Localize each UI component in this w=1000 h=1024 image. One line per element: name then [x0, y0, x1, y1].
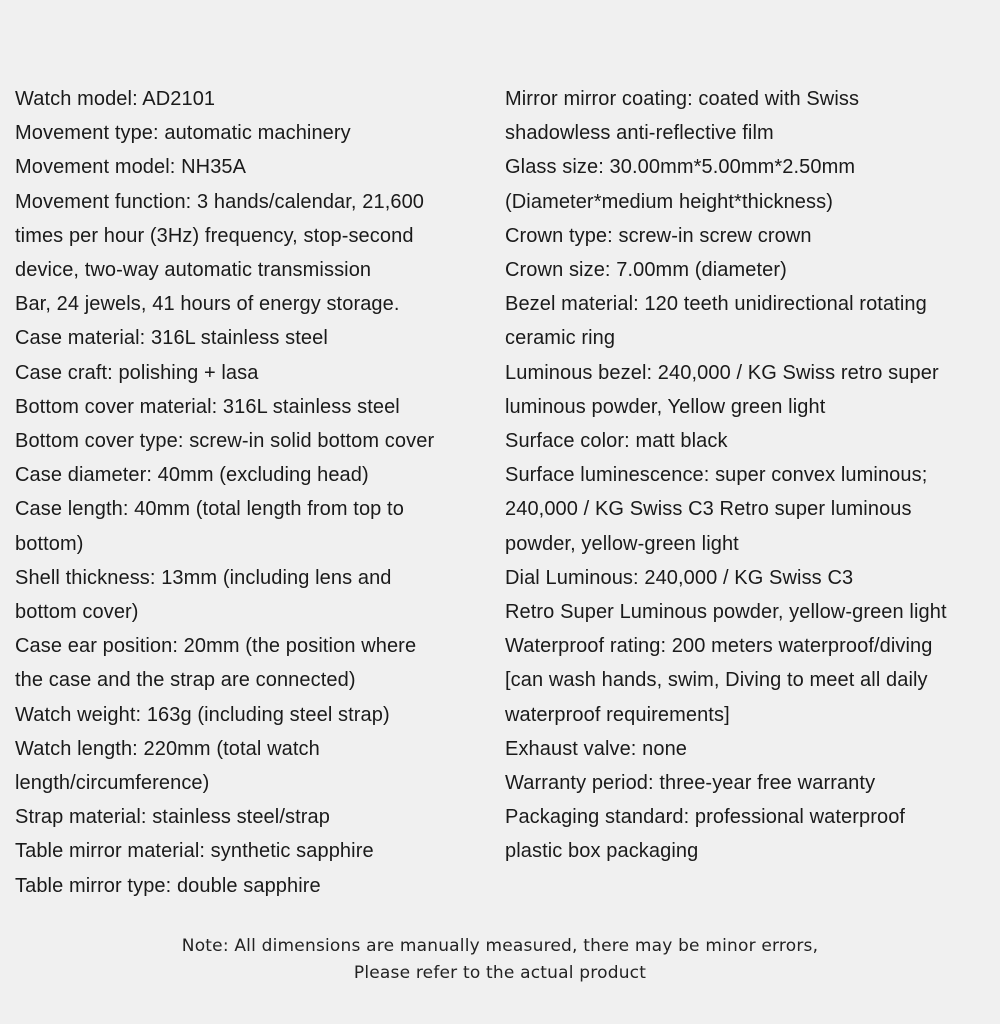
spec-item: Table mirror material: synthetic sapphire [15, 840, 374, 863]
spec-item: Luminous bezel: 240,000 / KG Swiss retro super luminous powder, Yellow green light [505, 361, 939, 418]
spec-item: Bottom cover material: 316L stainless steel [15, 395, 400, 418]
spec-item: Watch weight: 163g (including steel strap) [15, 703, 390, 726]
spec-item: Waterproof rating: 200 meters waterproof/diving [can wash hands, swim, Diving to meet all daily waterproof requirements] [505, 635, 933, 726]
spec-item: Case ear position: 20mm (the position where the case and the strap are connected) [15, 635, 417, 692]
note-line-1: Note: All dimensions are manually measured, there may be minor errors, [181, 936, 819, 956]
spec-item: Case craft: polishing + lasa [15, 361, 259, 384]
spec-item: Case length: 40mm (total length from top to bottom) [15, 498, 404, 555]
spec-item: Shell thickness: 13mm (including lens and bottom cover) [15, 566, 392, 624]
spec-item: Bottom cover type: screw-in solid bottom cover [15, 430, 435, 453]
note-line-2: Please refer to the actual product [353, 963, 647, 983]
spec-column-left [15, 82, 493, 903]
spec-item: Surface luminescence: super convex luminous; 240,000 / KG Swiss C3 Retro super luminous powder, yellow-green light [505, 464, 928, 555]
spec-item: Movement model: NH35A [15, 156, 247, 179]
spec-item: Crown type: screw-in screw crown [505, 224, 812, 247]
spec-item: Watch length: 220mm (total watch length/circumference) [15, 737, 320, 795]
spec-item: Case diameter: 40mm (excluding head) [15, 464, 369, 487]
spec-item: Dial Luminous: 240,000 / KG Swiss C3 Retro Super Luminous powder, yellow-green light [505, 566, 947, 624]
spec-item: Bezel material: 120 teeth unidirectional rotating ceramic ring [505, 293, 927, 350]
spec-item: Watch model: AD2101 [15, 88, 216, 110]
spec-item: Exhaust valve: none [505, 737, 688, 760]
spec-item: Table mirror type: double sapphire [15, 874, 321, 897]
spec-item: Surface color: matt black [505, 430, 728, 453]
spec-item: Strap material: stainless steel/strap [15, 806, 330, 829]
spec-item: Mirror mirror coating: coated with Swiss shadowless anti-reflective film [505, 88, 860, 145]
spec-item: Warranty period: three-year free warranty [505, 772, 876, 795]
measurement-note [0, 933, 1000, 987]
spec-item: Packaging standard: professional waterproof plastic box packaging [505, 806, 906, 863]
spec-item: Glass size: 30.00mm*5.00mm*2.50mm (Diameter*medium height*thickness) [505, 156, 856, 213]
spec-item: Movement type: automatic machinery [15, 122, 351, 145]
spec-item: Case material: 316L stainless steel [15, 327, 328, 350]
spec-item: Crown size: 7.00mm (diameter) [505, 259, 787, 282]
spec-item: Bar, 24 jewels, 41 hours of energy storage. [15, 293, 400, 316]
spec-column-right [505, 82, 997, 869]
spec-item: Movement function: 3 hands/calendar, 21,600 times per hour (3Hz) frequency, stop-second device, two-way automatic transmission [15, 190, 425, 282]
